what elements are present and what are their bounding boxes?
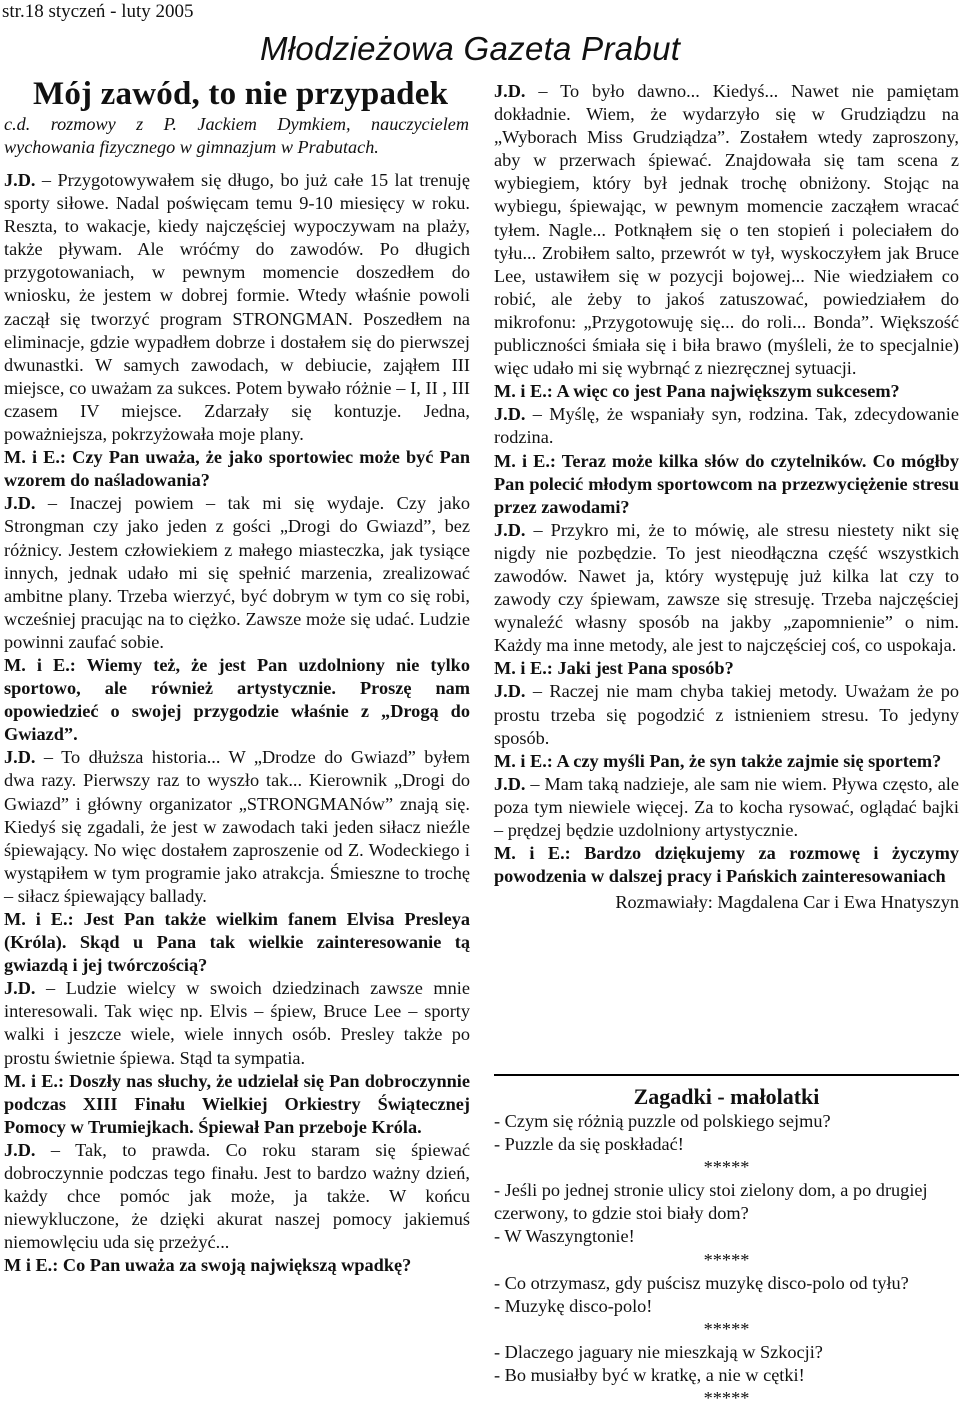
interview-question: M. i E.: A czy myśli Pan, że syn także zajmie się sportem? (494, 750, 942, 771)
riddles-box (494, 1074, 959, 1410)
interview-question: M. i E.: A więc co jest Pana największym sukcesem? (494, 381, 900, 402)
riddle-separator: ***** (703, 1388, 750, 1409)
answer-text: – Ludzie wielcy w swoich dziedzinach zawsze mnie interesowali. Tak więc np. Elvis – śpiew, Bruce Lee – sporty walki i jeszcze wiele, wiele innych osób. Presley także po prostu świetnie śpiewa. Stąd ta sympatia. (4, 978, 470, 1068)
interview-answer (494, 680, 959, 749)
interview-question: M. i E.: Wiemy też, że jest Pan uzdolniony nie tylko sportowo, ale również artystycznie. Proszę nam opowiedzieć o swojej przygodzie właśnie z „Drogą do Gwiazd”. (4, 654, 470, 745)
riddle-line: - Jeśli po jednej stronie ulicy stoi zielony dom, a po drugiej czerwony, to gdzie stoi biały dom? (494, 1180, 928, 1224)
speaker-label: J.D. (494, 404, 526, 425)
interview-answer (4, 492, 470, 654)
answer-text: – Inaczej powiem – tak mi się wydaje. Czy jako Strongman czy jako jeden z gości „Drogi do Gwiazd”, bez różnicy. Jestem człowiekiem z małego miasteczka, jak tysiące innych, jednak udało mi się spełnić marzenia, zrealizować ambitne plany. Trzeba wierzyć, być dobrym w tym co się robi, wcześniej pracując na to ciężko. Zawsze może się udać. Ludzie powinni zaufać sobie. (4, 493, 470, 652)
answer-text: – Przygotowywałem się długo, bo już całe 15 lat trenuję sporty siłowe. Nadal poświęcam temu 9-10 miesięcy w roku. Reszta, to wakacje, kiedy najczęściej wypoczywam na plaży, także pływam. Ale wróćmy do zawodów. Po długich przygotowaniach, w pewnym momencie doszedłem do wniosku, że jestem w dobrej formie. Wtedy właśnie powoli zaczął się tworzyć program STRONGMAN. Poszedłem na eliminacje, gdzie wypadłem dobrze i dostałem się do pierwszej dwunastki. W samych zawodach, w debiucie, zająłem III miejsce, co uważam za sukces. Potem bywało różnie – I, II , III czasem IV miejsce. Zdarzały się kontuzje. Jedna, poważniejsza, pokrzyżowała moje plany. (4, 170, 470, 445)
left-column (4, 169, 470, 1278)
speaker-label: J.D. (4, 493, 36, 514)
interview-answer (494, 773, 959, 842)
interview-answer (494, 403, 959, 449)
interview-answer (494, 519, 959, 658)
article-subhead: c.d. rozmowy z P. Jackiem Dymkiem, nauczycielem wychowania fizycznego w gimnazjum w Prabutach. (4, 114, 469, 157)
riddle-line: - Muzykę disco-polo! (494, 1295, 653, 1316)
riddle-line: - Co otrzymasz, gdy puścisz muzykę disco-polo od tyłu? (494, 1272, 909, 1293)
page-reference: str.18 styczeń - luty 2005 (2, 1, 194, 22)
speaker-label: J.D. (4, 978, 36, 999)
riddle-line: - Puzzle da się poskładać! (494, 1134, 684, 1155)
speaker-label: J.D. (4, 747, 36, 768)
interview-question: M. i E.: Jaki jest Pana sposób? (494, 658, 734, 679)
riddle-separator: ***** (703, 1157, 750, 1178)
masthead-title: Młodzieżowa Gazeta Prabut (260, 30, 681, 67)
speaker-label: J.D. (4, 1139, 36, 1160)
speaker-label: J.D. (494, 773, 526, 794)
interview-answer (494, 80, 959, 380)
riddles-title: Zagadki - małolatki (633, 1084, 820, 1109)
interview-answer (4, 169, 470, 446)
answer-text: – To było dawno... Kiedyś... Nawet nie pamiętam dokładnie. Wiem, że wydarzyło się w Grudziądzu na „Wyborach Miss Grudziądza”. Zostałem wtedy zaproszony, aby w przerwach śpiewać. Znajdowała się tam scena z wybiegiem, który był jednak trochę obniżony. Stojąc na wybiegu, śpiewając, w pewnym momencie zacząłem wracać tyłem. Nagle... Potknąłem się o ten stopień i poleciałem do tyłu... Zrobiłem salto, przewrót w tył, wyskoczyłem jak Bruce Lee, ustawiłem się w pozycji bojowej... Nie wiedziałem co robić, ale żeby to jakoś zatuszować, powiedziałem do mikrofonu: „Przygotowuję się... do roli... Bonda”. Większość publiczności śmiała się i biła brawo (myśleli, że to specjalnie) więc udało mi się wybrnąć z niezręcznej sytuacji. (494, 81, 959, 379)
answer-text: – Tak, to prawda. Co roku staram się śpiewać dobroczynnie podczas tego finału. Jest to bardzo ważny dzień, każdy chce pomóc jak może, ja także. W końcu niewykluczone, że dzięki akurat naszej pomocy jakiemuś niemowlęciu uda się przeżyć... (4, 1139, 470, 1253)
interview-credit: Rozmawiały: Magdalena Car i Ewa Hnatyszyn (615, 892, 959, 913)
answer-text: – Myślę, że wspaniały syn, rodzina. Tak, zdecydowanie rodzina. (494, 404, 959, 448)
interview-answer (4, 1139, 470, 1254)
riddle-separator: ***** (703, 1249, 750, 1270)
interview-question: M. i E.: Czy Pan uważa, że jako sportowiec może być Pan wzorem do naśladowania? (4, 447, 470, 491)
answer-text: – To dłuższa historia... W „Drodze do Gwiazd” byłem dwa razy. Pierwszy raz to wyszło tak... Kierownik „Drogi do Gwiazd” i główny organizator „STRONGMANów” znają się. Kiedyś się zgadali, że jest w zawodach taki jeden siłacz nieźle śpiewający. No więc dostałem zaproszenie od Z. Wodeckiego i wystąpiłem w tym programie jako atrakcja. Śmieszne to trochę – siłacz śpiewający ballady. (4, 747, 470, 906)
answer-text: – Mam taką nadzieje, ale sam nie wiem. Pływa często, ale poza tym niewiele więcej. Za to kocha rysować, oglądać bajki – prędzej będzie uzdolniony artystycznie. (494, 773, 959, 840)
interview-question: M. i E.: Bardzo dziękujemy za rozmowę i życzymy powodzenia w dalszej pracy i Pańskich zainteresowaniach (494, 843, 959, 887)
speaker-label: J.D. (494, 81, 526, 101)
right-column (494, 80, 959, 914)
interview-question: M. i E.: Doszły nas słuchy, że udzielał się Pan dobroczynnie podczas XIII Finału Wielkiej Orkiestry Świątecznej Pomocy w Trumiejkach. Śpiewał Pan przeboje Króla. (4, 1070, 470, 1137)
interview-answer (4, 746, 470, 908)
riddle-line: - W Waszyngtonie! (494, 1226, 635, 1247)
riddle-separator: ***** (703, 1318, 750, 1339)
speaker-label: J.D. (4, 170, 36, 190)
riddle-line: - Bo musiałby być w kratkę, a nie w cętki! (494, 1365, 805, 1386)
speaker-label: J.D. (494, 681, 526, 702)
riddles-list (494, 1110, 959, 1410)
interview-question: M. i E.: Teraz może kilka słów do czytelników. Co mógłby Pan polecić młodym sportowcom na przezwyciężenie stresu przez zawodami? (494, 450, 959, 517)
answer-text: – Raczej nie mam chyba takiej metody. Uważam że po prostu trzeba się pogodzić z istnieniem stresu. To jedyny sposób. (494, 681, 959, 748)
riddle-line: - Dlaczego jaguary nie mieszkają w Szkocji? (494, 1341, 823, 1362)
interview-question: M. i E.: Jest Pan także wielkim fanem Elvisa Presleya (Króla). Skąd u Pana tak wielkie zainteresowanie tą gwiazdą i jej twórczością? (4, 909, 470, 976)
interview-answer (4, 977, 470, 1069)
speaker-label: J.D. (494, 519, 526, 540)
article-headline: Mój zawód, to nie przypadek (33, 76, 449, 112)
interview-question: M i E.: Co Pan uważa za swoją największą wpadkę? (4, 1255, 412, 1276)
answer-text: – Przykro mi, że to mówię, ale stresu niestety nikt się nigdy nie pozbędzie. To jest nieodłączna część wszystkich zawodów. Nawet ja, który występuję już kilka lat czy to zawody czy śpiewam, zawsze się stresuję. Trzeba najczęściej wynaleźć własny sposób na jakby „zapomnienie” o nim. Każdy ma inne metody, ale jest to najczęściej coś, co uspokaja. (494, 519, 959, 656)
riddle-line: - Czym się różnią puzzle od polskiego sejmu? (494, 1111, 831, 1131)
